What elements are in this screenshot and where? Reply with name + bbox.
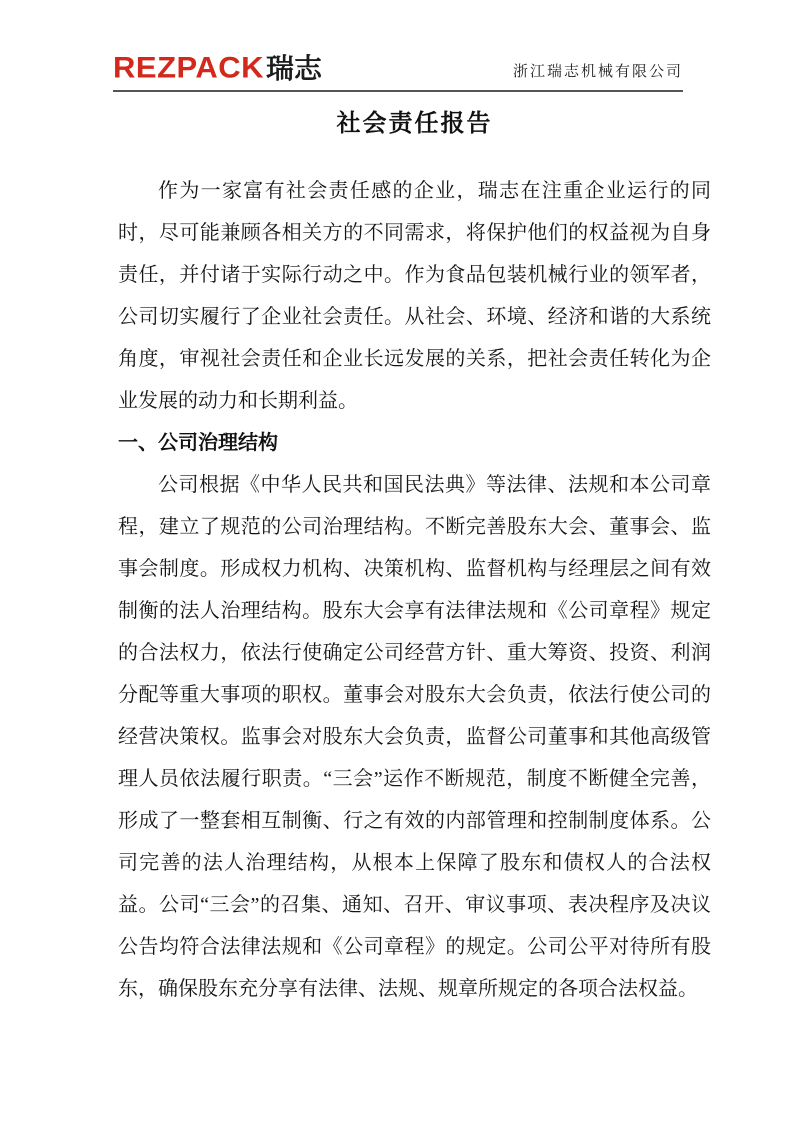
- intro-paragraph: 作为一家富有社会责任感的企业，瑞志在注重企业运行的同时，尽可能兼顾各相关方的不同需求，将保护他们的权益视为自身责任，并付诸于实际行动之中。作为食品包装机械行业的领军者，公司切实履行了企业社会责任。从社会、环境、经济和谐的大系统角度，审视社会责任和企业长远发展的关系，把社会责任转化为企业发展的动力和长期利益。: [118, 180, 711, 412]
- page-header: [113, 52, 683, 92]
- logo-cjk-text: 瑞志: [266, 53, 323, 84]
- document-body: [118, 104, 711, 1010]
- document-title: 社会责任报告: [336, 111, 493, 137]
- section-1-heading: 一、公司治理结构: [118, 432, 278, 454]
- company-name: 浙江瑞志机械有限公司: [512, 64, 683, 80]
- rezpack-logo: [113, 52, 322, 83]
- section-1-paragraph: 公司根据《中华人民共和国民法典》等法律、法规和本公司章程，建立了规范的公司治理结构。不断完善股东大会、董事会、监事会制度。形成权力机构、决策机构、监督机构与经理层之间有效制衡的法人治理结构。股东大会享有法律法规和《公司章程》规定的合法权力，依法行使确定公司经营方针、重大筹资、投资、利润分配等重大事项的职权。董事会对股东大会负责，依法行使公司的经营决策权。监事会对股东大会负责，监督公司董事和其他高级管理人员依法履行职责。“三会”运作不断规范，制度不断健全完善，形成了一整套相互制衡、行之有效的内部管理和控制制度体系。公司完善的法人治理结构，从根本上保障了股东和债权人的合法权益。公司“三会”的召集、通知、召开、审议事项、表决程序及决议公告均符合法律法规和《公司章程》的规定。公司公平对待所有股东，确保股东充分享有法律、法规、规章所规定的各项合法权益。: [118, 474, 711, 1000]
- logo-latin-text: REZPACK: [113, 50, 265, 85]
